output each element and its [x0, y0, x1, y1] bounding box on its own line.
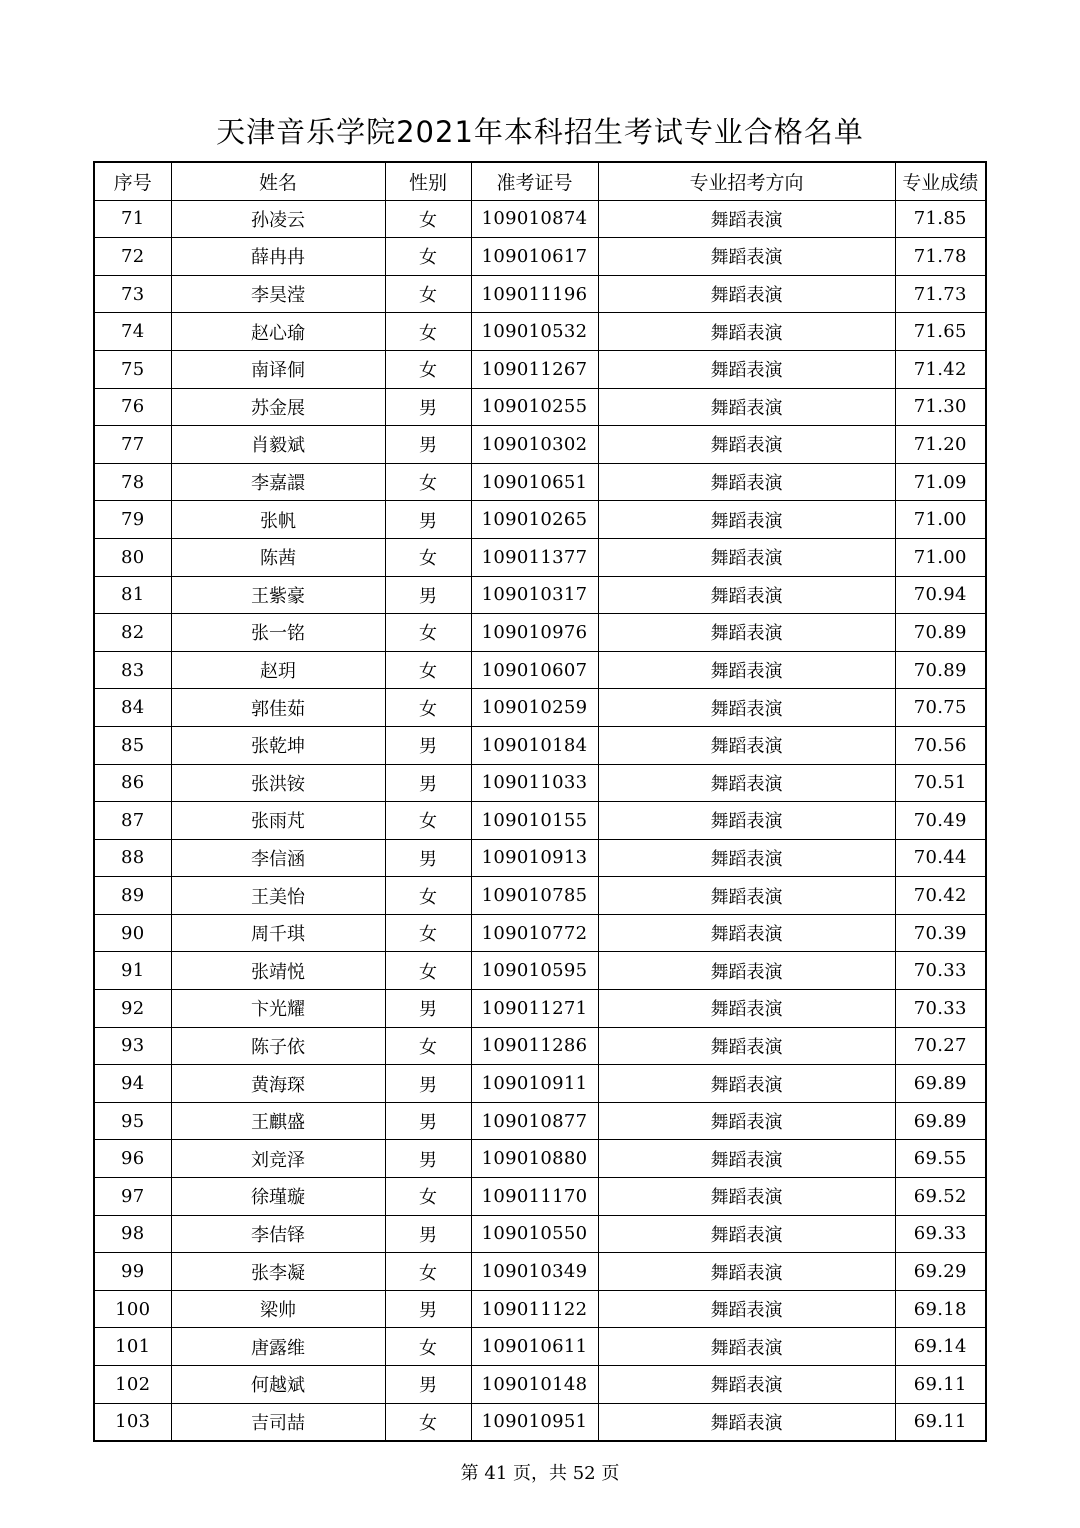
cell-direction: 舞蹈表演	[598, 726, 895, 764]
cell-exam-id: 109010595	[471, 952, 598, 990]
cell-score: 71.65	[895, 313, 986, 351]
cell-direction: 舞蹈表演	[598, 1403, 895, 1441]
cell-gender: 女	[385, 538, 471, 576]
cell-index: 75	[94, 350, 171, 388]
cell-index: 86	[94, 764, 171, 802]
cell-score: 71.20	[895, 426, 986, 464]
cell-score: 69.55	[895, 1140, 986, 1178]
cell-direction: 舞蹈表演	[598, 538, 895, 576]
cell-score: 71.00	[895, 538, 986, 576]
table-row	[94, 877, 986, 915]
cell-name: 黄海琛	[171, 1065, 385, 1103]
cell-score: 69.89	[895, 1102, 986, 1140]
cell-name: 王美怡	[171, 877, 385, 915]
cell-score: 71.30	[895, 388, 986, 426]
cell-score: 70.33	[895, 952, 986, 990]
table-body	[94, 200, 986, 1441]
table-header-row	[94, 162, 986, 200]
cell-direction: 舞蹈表演	[598, 1253, 895, 1291]
cell-name: 孙凌云	[171, 200, 385, 238]
cell-direction: 舞蹈表演	[598, 275, 895, 313]
cell-exam-id: 109010880	[471, 1140, 598, 1178]
cell-name: 何越斌	[171, 1366, 385, 1404]
cell-gender: 女	[385, 614, 471, 652]
cell-direction: 舞蹈表演	[598, 952, 895, 990]
cell-gender: 男	[385, 764, 471, 802]
table-row	[94, 802, 986, 840]
cell-direction: 舞蹈表演	[598, 1178, 895, 1216]
cell-exam-id: 109011196	[471, 275, 598, 313]
cell-gender: 男	[385, 839, 471, 877]
cell-direction: 舞蹈表演	[598, 914, 895, 952]
cell-direction: 舞蹈表演	[598, 313, 895, 351]
cell-name: 李佶铎	[171, 1215, 385, 1253]
cell-score: 69.14	[895, 1328, 986, 1366]
cell-gender: 男	[385, 388, 471, 426]
header-index: 序号	[94, 162, 171, 200]
cell-gender: 女	[385, 1027, 471, 1065]
cell-name: 王麒盛	[171, 1102, 385, 1140]
cell-exam-id: 109011267	[471, 350, 598, 388]
cell-score: 70.44	[895, 839, 986, 877]
table-row	[94, 1027, 986, 1065]
cell-gender: 女	[385, 1328, 471, 1366]
cell-exam-id: 109011271	[471, 990, 598, 1028]
cell-gender: 女	[385, 275, 471, 313]
cell-name: 梁帅	[171, 1290, 385, 1328]
cell-name: 李信涵	[171, 839, 385, 877]
cell-name: 肖毅斌	[171, 426, 385, 464]
cell-exam-id: 109010148	[471, 1366, 598, 1404]
cell-direction: 舞蹈表演	[598, 1065, 895, 1103]
cell-score: 70.42	[895, 877, 986, 915]
cell-index: 92	[94, 990, 171, 1028]
cell-gender: 女	[385, 914, 471, 952]
cell-name: 徐瑾璇	[171, 1178, 385, 1216]
cell-gender: 女	[385, 238, 471, 276]
cell-name: 张洪铵	[171, 764, 385, 802]
cell-gender: 女	[385, 952, 471, 990]
cell-name: 张靖悦	[171, 952, 385, 990]
table-row	[94, 764, 986, 802]
cell-exam-id: 109011122	[471, 1290, 598, 1328]
cell-exam-id: 109010184	[471, 726, 598, 764]
cell-name: 张一铭	[171, 614, 385, 652]
cell-gender: 男	[385, 990, 471, 1028]
cell-direction: 舞蹈表演	[598, 1027, 895, 1065]
cell-name: 张乾坤	[171, 726, 385, 764]
table-row	[94, 726, 986, 764]
cell-direction: 舞蹈表演	[598, 1290, 895, 1328]
cell-name: 陈茜	[171, 538, 385, 576]
cell-name: 张李凝	[171, 1253, 385, 1291]
table-row	[94, 614, 986, 652]
cell-index: 93	[94, 1027, 171, 1065]
page-title: 天津音乐学院2021年本科招生考试专业合格名单	[216, 115, 864, 149]
cell-direction: 舞蹈表演	[598, 463, 895, 501]
cell-index: 73	[94, 275, 171, 313]
cell-exam-id: 109010785	[471, 877, 598, 915]
cell-index: 87	[94, 802, 171, 840]
cell-exam-id: 109011286	[471, 1027, 598, 1065]
table-row	[94, 200, 986, 238]
page-footer: 第 41 页，共 52 页	[460, 1463, 620, 1484]
cell-direction: 舞蹈表演	[598, 764, 895, 802]
cell-exam-id: 109010607	[471, 651, 598, 689]
cell-gender: 女	[385, 651, 471, 689]
cell-index: 82	[94, 614, 171, 652]
cell-direction: 舞蹈表演	[598, 1102, 895, 1140]
cell-gender: 男	[385, 1140, 471, 1178]
cell-name: 张帆	[171, 501, 385, 539]
cell-exam-id: 109010617	[471, 238, 598, 276]
cell-gender: 男	[385, 426, 471, 464]
cell-score: 70.33	[895, 990, 986, 1028]
cell-name: 李昊滢	[171, 275, 385, 313]
table-row	[94, 1366, 986, 1404]
cell-direction: 舞蹈表演	[598, 651, 895, 689]
cell-name: 刘竞泽	[171, 1140, 385, 1178]
cell-index: 71	[94, 200, 171, 238]
cell-name: 薛冉冉	[171, 238, 385, 276]
cell-score: 70.27	[895, 1027, 986, 1065]
cell-gender: 男	[385, 726, 471, 764]
cell-gender: 女	[385, 877, 471, 915]
cell-gender: 男	[385, 1290, 471, 1328]
cell-exam-id: 109010302	[471, 426, 598, 464]
cell-exam-id: 109010611	[471, 1328, 598, 1366]
header-direction: 专业招考方向	[598, 162, 895, 200]
table-row	[94, 1102, 986, 1140]
table-row	[94, 576, 986, 614]
cell-name: 吉司喆	[171, 1403, 385, 1441]
cell-index: 90	[94, 914, 171, 952]
cell-exam-id: 109011170	[471, 1178, 598, 1216]
cell-gender: 女	[385, 463, 471, 501]
cell-score: 70.39	[895, 914, 986, 952]
cell-score: 69.11	[895, 1366, 986, 1404]
cell-index: 95	[94, 1102, 171, 1140]
cell-exam-id: 109011377	[471, 538, 598, 576]
cell-score: 69.89	[895, 1065, 986, 1103]
cell-score: 71.00	[895, 501, 986, 539]
cell-index: 94	[94, 1065, 171, 1103]
cell-gender: 女	[385, 200, 471, 238]
admission-table	[93, 161, 987, 1442]
cell-index: 88	[94, 839, 171, 877]
cell-exam-id: 109010532	[471, 313, 598, 351]
table-row	[94, 689, 986, 727]
table-row	[94, 313, 986, 351]
cell-name: 苏金展	[171, 388, 385, 426]
cell-gender: 男	[385, 501, 471, 539]
cell-score: 69.33	[895, 1215, 986, 1253]
cell-exam-id: 109010913	[471, 839, 598, 877]
table-row	[94, 426, 986, 464]
table-row	[94, 1140, 986, 1178]
table-row	[94, 350, 986, 388]
cell-direction: 舞蹈表演	[598, 877, 895, 915]
table-row	[94, 463, 986, 501]
header-name: 姓名	[171, 162, 385, 200]
header-exam-id: 准考证号	[471, 162, 598, 200]
cell-direction: 舞蹈表演	[598, 1328, 895, 1366]
cell-score: 70.56	[895, 726, 986, 764]
cell-index: 72	[94, 238, 171, 276]
cell-index: 81	[94, 576, 171, 614]
cell-score: 69.52	[895, 1178, 986, 1216]
cell-index: 83	[94, 651, 171, 689]
cell-direction: 舞蹈表演	[598, 388, 895, 426]
cell-direction: 舞蹈表演	[598, 238, 895, 276]
cell-direction: 舞蹈表演	[598, 501, 895, 539]
cell-name: 陈子依	[171, 1027, 385, 1065]
table-row	[94, 1215, 986, 1253]
cell-score: 70.49	[895, 802, 986, 840]
cell-name: 郭佳茹	[171, 689, 385, 727]
cell-name: 唐露维	[171, 1328, 385, 1366]
header-gender: 性别	[385, 162, 471, 200]
cell-exam-id: 109010877	[471, 1102, 598, 1140]
cell-name: 赵玥	[171, 651, 385, 689]
cell-exam-id: 109010349	[471, 1253, 598, 1291]
table-row	[94, 1253, 986, 1291]
cell-exam-id: 109010772	[471, 914, 598, 952]
cell-score: 70.94	[895, 576, 986, 614]
cell-gender: 女	[385, 1253, 471, 1291]
cell-exam-id: 109010155	[471, 802, 598, 840]
cell-index: 80	[94, 538, 171, 576]
table-row	[94, 388, 986, 426]
header-score: 专业成绩	[895, 162, 986, 200]
cell-gender: 女	[385, 350, 471, 388]
cell-exam-id: 109010651	[471, 463, 598, 501]
table-row	[94, 538, 986, 576]
cell-direction: 舞蹈表演	[598, 802, 895, 840]
cell-direction: 舞蹈表演	[598, 990, 895, 1028]
table-row	[94, 1178, 986, 1216]
cell-gender: 女	[385, 802, 471, 840]
cell-exam-id: 109011033	[471, 764, 598, 802]
table-row	[94, 914, 986, 952]
cell-index: 79	[94, 501, 171, 539]
cell-index: 84	[94, 689, 171, 727]
cell-index: 74	[94, 313, 171, 351]
cell-name: 南译侗	[171, 350, 385, 388]
cell-exam-id: 109010911	[471, 1065, 598, 1103]
cell-exam-id: 109010951	[471, 1403, 598, 1441]
cell-score: 71.85	[895, 200, 986, 238]
cell-gender: 男	[385, 1065, 471, 1103]
cell-direction: 舞蹈表演	[598, 350, 895, 388]
cell-index: 102	[94, 1366, 171, 1404]
cell-gender: 男	[385, 576, 471, 614]
table-row	[94, 839, 986, 877]
cell-name: 卞光耀	[171, 990, 385, 1028]
cell-gender: 女	[385, 689, 471, 727]
cell-exam-id: 109010550	[471, 1215, 598, 1253]
cell-gender: 男	[385, 1366, 471, 1404]
cell-score: 69.11	[895, 1403, 986, 1441]
cell-exam-id: 109010259	[471, 689, 598, 727]
cell-name: 周千琪	[171, 914, 385, 952]
cell-gender: 女	[385, 1178, 471, 1216]
cell-index: 103	[94, 1403, 171, 1441]
cell-name: 张雨芃	[171, 802, 385, 840]
cell-index: 97	[94, 1178, 171, 1216]
table-row	[94, 1065, 986, 1103]
table-row	[94, 990, 986, 1028]
table-row	[94, 275, 986, 313]
cell-direction: 舞蹈表演	[598, 689, 895, 727]
cell-exam-id: 109010317	[471, 576, 598, 614]
table-row	[94, 651, 986, 689]
cell-index: 101	[94, 1328, 171, 1366]
cell-score: 70.89	[895, 651, 986, 689]
table-row	[94, 952, 986, 990]
cell-index: 98	[94, 1215, 171, 1253]
cell-exam-id: 109010265	[471, 501, 598, 539]
table-row	[94, 1290, 986, 1328]
cell-direction: 舞蹈表演	[598, 614, 895, 652]
cell-exam-id: 109010874	[471, 200, 598, 238]
cell-index: 77	[94, 426, 171, 464]
cell-name: 李嘉譞	[171, 463, 385, 501]
cell-score: 71.42	[895, 350, 986, 388]
cell-index: 85	[94, 726, 171, 764]
cell-score: 70.51	[895, 764, 986, 802]
cell-score: 70.89	[895, 614, 986, 652]
cell-score: 69.29	[895, 1253, 986, 1291]
table-row	[94, 501, 986, 539]
cell-index: 96	[94, 1140, 171, 1178]
cell-score: 70.75	[895, 689, 986, 727]
cell-gender: 女	[385, 1403, 471, 1441]
cell-name: 赵心瑜	[171, 313, 385, 351]
cell-exam-id: 109010255	[471, 388, 598, 426]
table-row	[94, 1328, 986, 1366]
cell-index: 91	[94, 952, 171, 990]
cell-score: 71.78	[895, 238, 986, 276]
cell-score: 71.73	[895, 275, 986, 313]
table-row	[94, 1403, 986, 1441]
cell-gender: 男	[385, 1102, 471, 1140]
cell-direction: 舞蹈表演	[598, 839, 895, 877]
cell-index: 78	[94, 463, 171, 501]
cell-direction: 舞蹈表演	[598, 426, 895, 464]
cell-direction: 舞蹈表演	[598, 1140, 895, 1178]
cell-index: 89	[94, 877, 171, 915]
cell-direction: 舞蹈表演	[598, 200, 895, 238]
table-row	[94, 238, 986, 276]
cell-exam-id: 109010976	[471, 614, 598, 652]
cell-gender: 女	[385, 313, 471, 351]
cell-score: 71.09	[895, 463, 986, 501]
cell-direction: 舞蹈表演	[598, 1366, 895, 1404]
cell-score: 69.18	[895, 1290, 986, 1328]
cell-index: 100	[94, 1290, 171, 1328]
cell-direction: 舞蹈表演	[598, 1215, 895, 1253]
cell-direction: 舞蹈表演	[598, 576, 895, 614]
cell-name: 王紫豪	[171, 576, 385, 614]
cell-index: 99	[94, 1253, 171, 1291]
cell-index: 76	[94, 388, 171, 426]
cell-gender: 男	[385, 1215, 471, 1253]
